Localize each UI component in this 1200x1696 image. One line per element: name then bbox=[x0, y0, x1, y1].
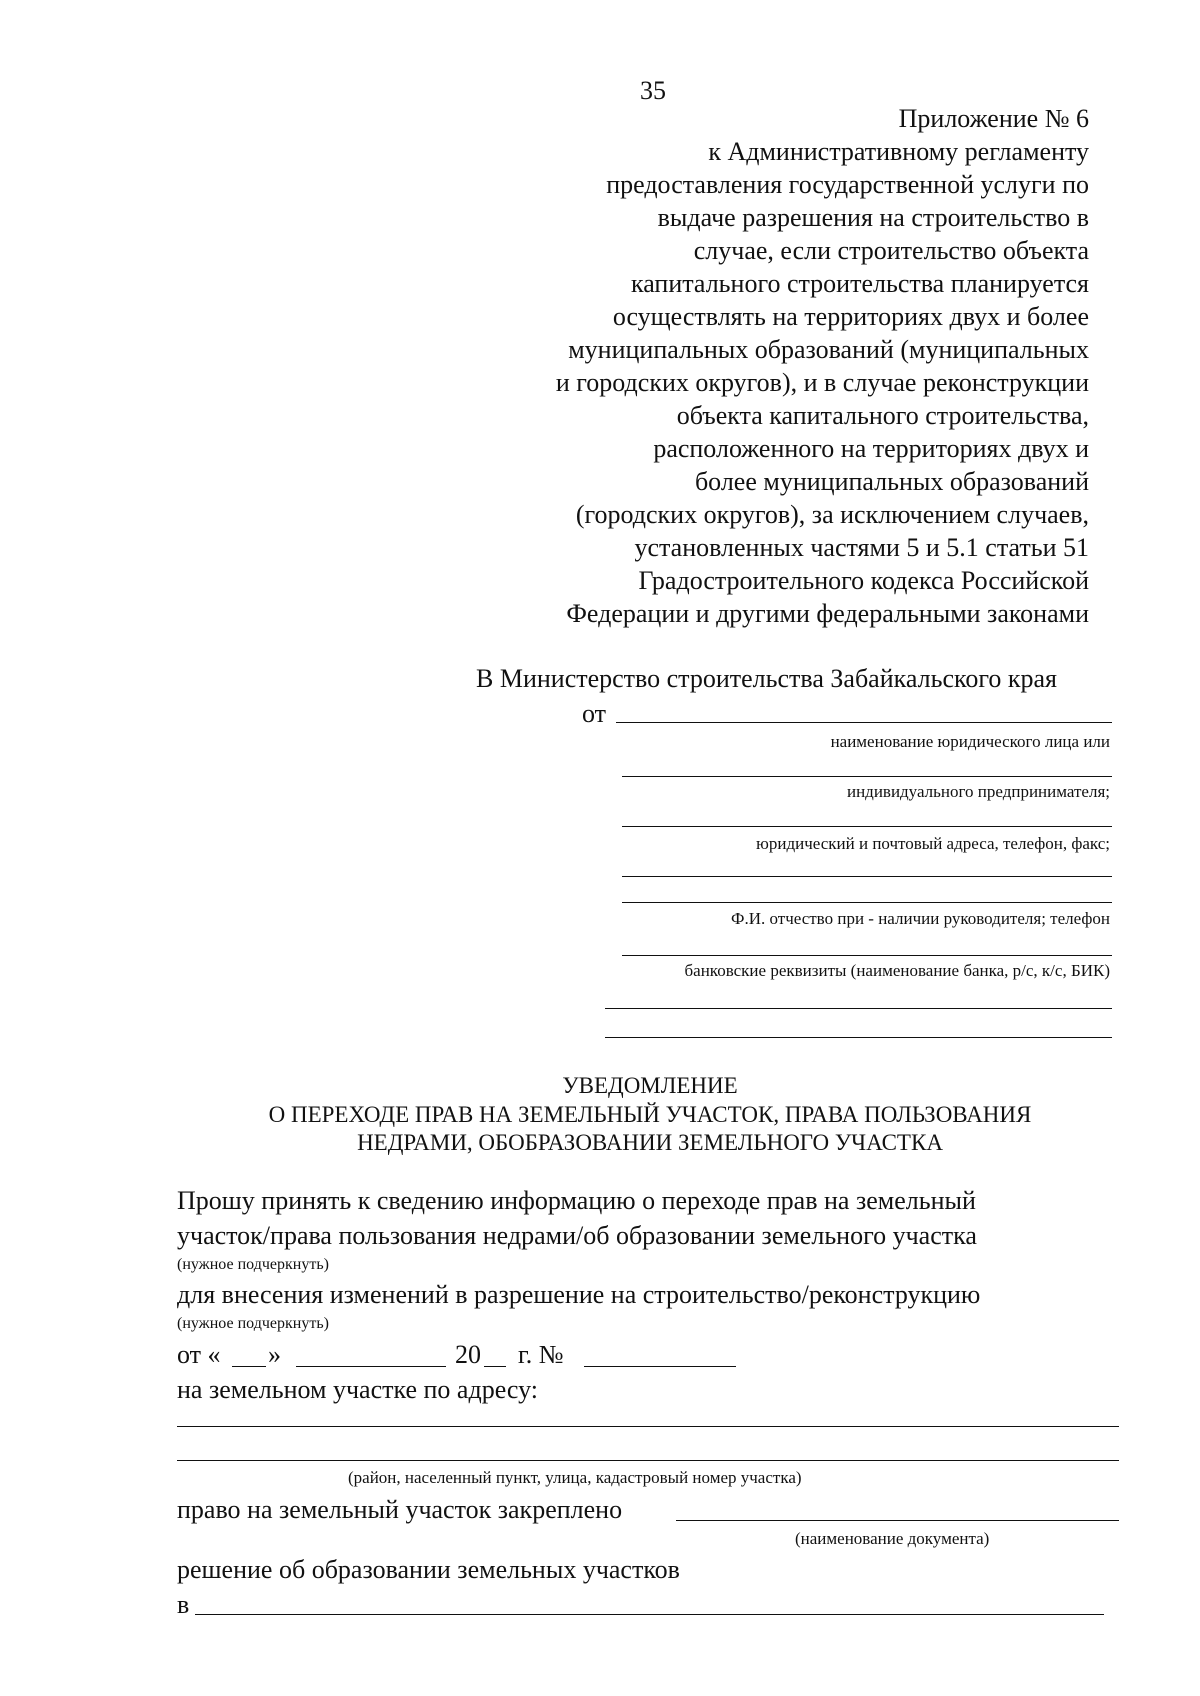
address-field[interactable] bbox=[622, 826, 1112, 827]
hint-entrepreneur: индивидуального предпринимателя; bbox=[846, 782, 1110, 801]
bank-field-1[interactable] bbox=[605, 1008, 1112, 1009]
appendix-line: более муниципальных образований bbox=[694, 467, 1089, 496]
appendix-line: (городских округов), за исключением случаев, bbox=[575, 500, 1089, 529]
appendix-line: выдаче разрешения на строительство в bbox=[657, 203, 1089, 232]
contact-field-1[interactable] bbox=[622, 876, 1112, 877]
underline-note: (нужное подчеркнуть) bbox=[177, 1315, 329, 1332]
bank-field-2[interactable] bbox=[605, 1037, 1112, 1038]
date-from-label: от « bbox=[177, 1340, 221, 1369]
hint-applicant-name: наименование юридического лица или bbox=[830, 732, 1110, 751]
title-line: НЕДРАМИ, ОБОБРАЗОВАНИИ ЗЕМЕЛЬНОГО УЧАСТКА bbox=[357, 1130, 943, 1155]
appendix-line: Приложение № 6 bbox=[898, 104, 1089, 133]
land-right-document-field[interactable] bbox=[676, 1520, 1119, 1521]
from-label: от bbox=[582, 699, 607, 728]
hint-bank-details: банковские реквизиты (наименование банка, р/с, к/с, БИК) bbox=[684, 961, 1110, 980]
date-month-field[interactable] bbox=[296, 1366, 446, 1367]
director-field[interactable] bbox=[622, 955, 1112, 956]
date-year-field[interactable] bbox=[484, 1366, 506, 1367]
request-text-line1: Прошу принять к сведению информацию о переходе прав на земельный bbox=[177, 1186, 976, 1215]
title-line: О ПЕРЕХОДЕ ПРАВ НА ЗЕМЕЛЬНЫЙ УЧАСТОК, ПРАВА ПОЛЬЗОВАНИЯ bbox=[268, 1102, 1032, 1127]
appendix-line: Федерации и другими федеральными законами bbox=[566, 599, 1089, 628]
from-field[interactable] bbox=[616, 722, 1112, 723]
hint-director: Ф.И. отчество при - наличии руководителя; телефон bbox=[731, 909, 1110, 928]
plot-address-field-1[interactable] bbox=[177, 1426, 1119, 1427]
purpose-text: для внесения изменений в разрешение на строительство/реконструкцию bbox=[177, 1280, 981, 1309]
in-label: в bbox=[177, 1590, 190, 1619]
appendix-line: предоставления государственной услуги по bbox=[606, 170, 1089, 199]
decision-label: решение об образовании земельных участков bbox=[177, 1555, 680, 1584]
appendix-line: Градостроительного кодекса Российской bbox=[638, 566, 1089, 595]
number-label: г. № bbox=[518, 1340, 564, 1369]
appendix-line: расположенного на территориях двух и bbox=[653, 434, 1089, 463]
appendix-line: к Административному регламенту bbox=[708, 137, 1089, 166]
hint-address-phone: юридический и почтовый адреса, телефон, факс; bbox=[756, 834, 1110, 853]
appendix-line: муниципальных образований (муниципальных bbox=[568, 335, 1089, 364]
address-hint: (район, населенный пункт, улица, кадастровый номер участка) bbox=[348, 1468, 802, 1487]
appendix-line: осуществлять на территориях двух и более bbox=[612, 302, 1089, 331]
appendix-line: объекта капитального строительства, bbox=[676, 401, 1089, 430]
addressee-to: В Министерство строительства Забайкальского края bbox=[476, 664, 1057, 693]
applicant-field[interactable] bbox=[622, 776, 1112, 777]
decision-field[interactable] bbox=[195, 1614, 1104, 1615]
address-label: на земельном участке по адресу: bbox=[177, 1375, 538, 1404]
contact-field-2[interactable] bbox=[622, 902, 1112, 903]
appendix-line: установленных частями 5 и 5.1 статьи 51 bbox=[634, 533, 1089, 562]
title-line: УВЕДОМЛЕНИЕ bbox=[562, 1073, 738, 1098]
year-prefix: 20 bbox=[455, 1340, 481, 1369]
appendix-line: капитального строительства планируется bbox=[630, 269, 1089, 298]
document-number-field[interactable] bbox=[584, 1366, 736, 1367]
date-day-field[interactable] bbox=[232, 1366, 266, 1367]
underline-note: (нужное подчеркнуть) bbox=[177, 1256, 329, 1273]
page-number: 35 bbox=[640, 76, 666, 105]
plot-address-field-2[interactable] bbox=[177, 1460, 1119, 1461]
land-right-label: право на земельный участок закреплено bbox=[177, 1495, 623, 1524]
appendix-line: и городских округов), и в случае реконструкции bbox=[555, 368, 1089, 397]
request-text-line2: участок/права пользования недрами/об образовании земельного участка bbox=[177, 1221, 977, 1250]
date-close-quote: » bbox=[268, 1340, 281, 1369]
appendix-line: случае, если строительство объекта bbox=[693, 236, 1089, 265]
document-name-hint: (наименование документа) bbox=[795, 1529, 990, 1548]
